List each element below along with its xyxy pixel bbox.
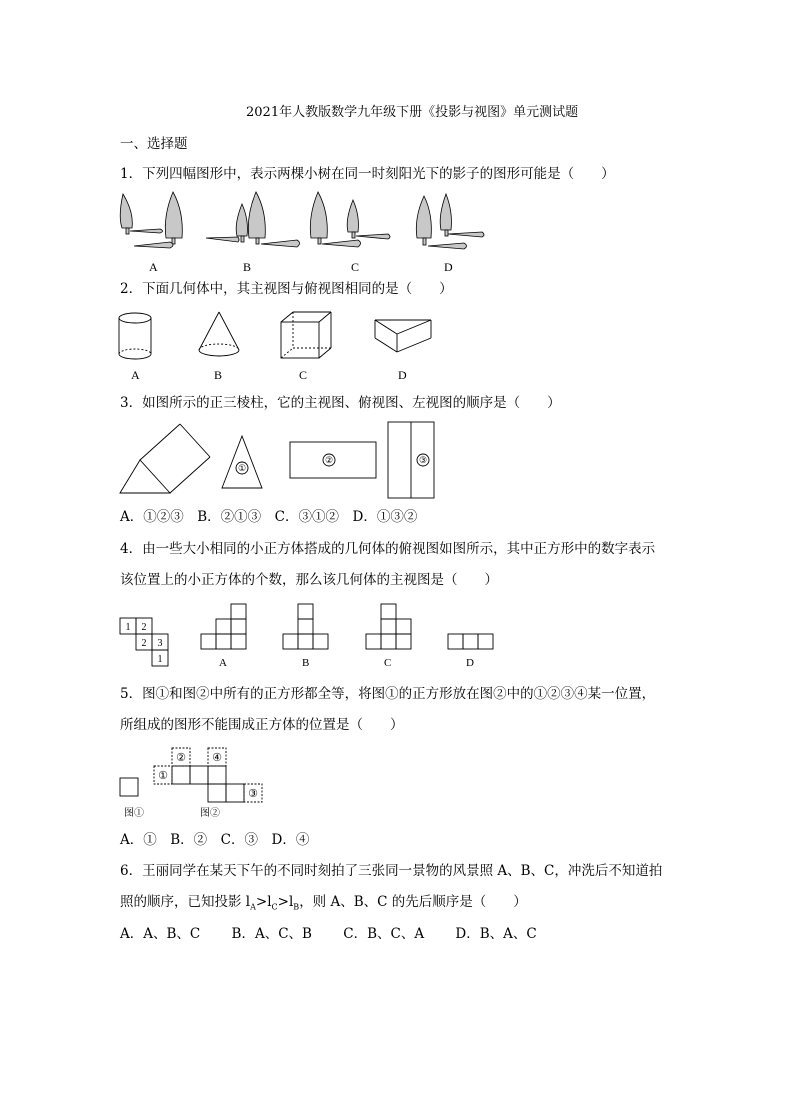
position-label-3: ③	[248, 788, 258, 800]
question-4-text-line2: 该位置上的小正方体的个数，那么该几何体的主视图是（ ）	[120, 572, 498, 588]
question-3-options: A．①②③ B．②①③ C．③①② D．①③②	[120, 509, 418, 525]
question-2-figure	[115, 308, 445, 364]
view-label-2: ②	[324, 455, 334, 465]
question-3-text: 3．如图所示的正三棱柱，它的主视图、俯视图、左视图的顺序是（ ）	[120, 395, 561, 411]
cylinder-shape	[119, 313, 151, 359]
question-6-options: A．A、B、C B．A、C、B C．B、C、A D．B、A、C	[120, 926, 537, 942]
q6-part-a: 照的顺序，已知投影 l	[120, 894, 251, 910]
q1-label-b: B	[243, 260, 252, 274]
q4-label-c: C	[384, 657, 392, 669]
option-c-trees	[310, 192, 390, 247]
question-2-text: 2．下面几何体中，其主视图与俯视图相同的是（ ）	[120, 281, 453, 297]
question-5-options: A．① B．② C．③ D．④	[120, 832, 310, 848]
position-label-2: ②	[176, 752, 186, 764]
q6-part-b: >l	[255, 894, 272, 910]
view-label-3: ③	[418, 455, 428, 465]
grid-number: 2	[141, 638, 147, 649]
q6-sub-c: C	[271, 902, 278, 912]
grid-number: 3	[157, 638, 163, 649]
option-d-trees	[416, 194, 484, 249]
view-triangle	[222, 436, 262, 488]
question-1-text: 1．下列四幅图形中，表示两棵小树在同一时刻阳光下的影子的图形可能是（ ）	[120, 166, 615, 182]
q6-part-d: ，则 A、B、C 的先后顺序是（ ）	[299, 894, 527, 910]
section-heading: 一、选择题	[120, 136, 188, 152]
single-square-fig1	[120, 778, 138, 796]
option-c-view	[366, 604, 411, 649]
view-label-1: ①	[237, 463, 247, 473]
question-3-figure	[118, 420, 438, 500]
q2-label-d: D	[398, 368, 407, 382]
position-label-4: ④	[212, 752, 222, 764]
q4-label-b: B	[302, 657, 310, 669]
q6-part-c: >l	[277, 894, 294, 910]
question-6-text-line2	[120, 896, 527, 912]
page-title: 2021年人教版数学九年级下册《投影与视图》单元测试题	[246, 105, 579, 120]
option-a-trees	[120, 192, 182, 248]
q1-label-a: A	[149, 260, 158, 274]
option-b-view	[283, 604, 328, 649]
q2-label-b: B	[214, 368, 223, 382]
question-1-figure	[118, 190, 488, 252]
q6-sub-a: A	[250, 902, 256, 912]
grid-number: 1	[157, 654, 163, 665]
grid-number: 1	[125, 622, 131, 633]
q4-label-a: A	[219, 657, 227, 669]
question-6-text-line1: 6．王丽同学在某天下午的不同时刻拍了三张同一景物的风景照 A、B、C，冲洗后不知道拍	[120, 863, 663, 879]
question-5-figure	[118, 744, 278, 820]
question-4-text-line1: 4．由一些大小相同的小正方体搭成的几何体的俯视图如图所示，其中正方形中的数字表示	[120, 541, 656, 557]
option-a-view	[201, 604, 246, 649]
view-tall-rectangle	[388, 422, 434, 498]
position-label-1: ①	[158, 770, 168, 782]
q6-sub-b: B	[293, 902, 300, 912]
triangular-prism-shape	[375, 320, 431, 352]
net-squares-fig2	[172, 766, 244, 802]
fig-label-1: 图①	[124, 808, 144, 819]
grid-number: 2	[141, 622, 147, 633]
question-5-text-line1: 5．图①和图②中所有的正方形都全等，将图①的正方形放在图②中的①②③④某一位置，	[120, 686, 656, 702]
prism-3d-shape	[120, 424, 210, 493]
q4-label-d: D	[466, 657, 474, 669]
option-d-view	[448, 634, 493, 649]
q2-label-a: A	[131, 368, 140, 382]
q1-label-d: D	[444, 260, 453, 274]
cone-shape	[199, 312, 239, 356]
fig-label-2: 图②	[200, 808, 220, 819]
q1-label-c: C	[351, 260, 360, 274]
cube-shape	[281, 312, 331, 358]
option-b-trees	[206, 192, 300, 247]
question-5-text-line2: 所组成的图形不能围成正方体的位置是（ ）	[120, 717, 404, 733]
q2-label-c: C	[299, 368, 308, 382]
